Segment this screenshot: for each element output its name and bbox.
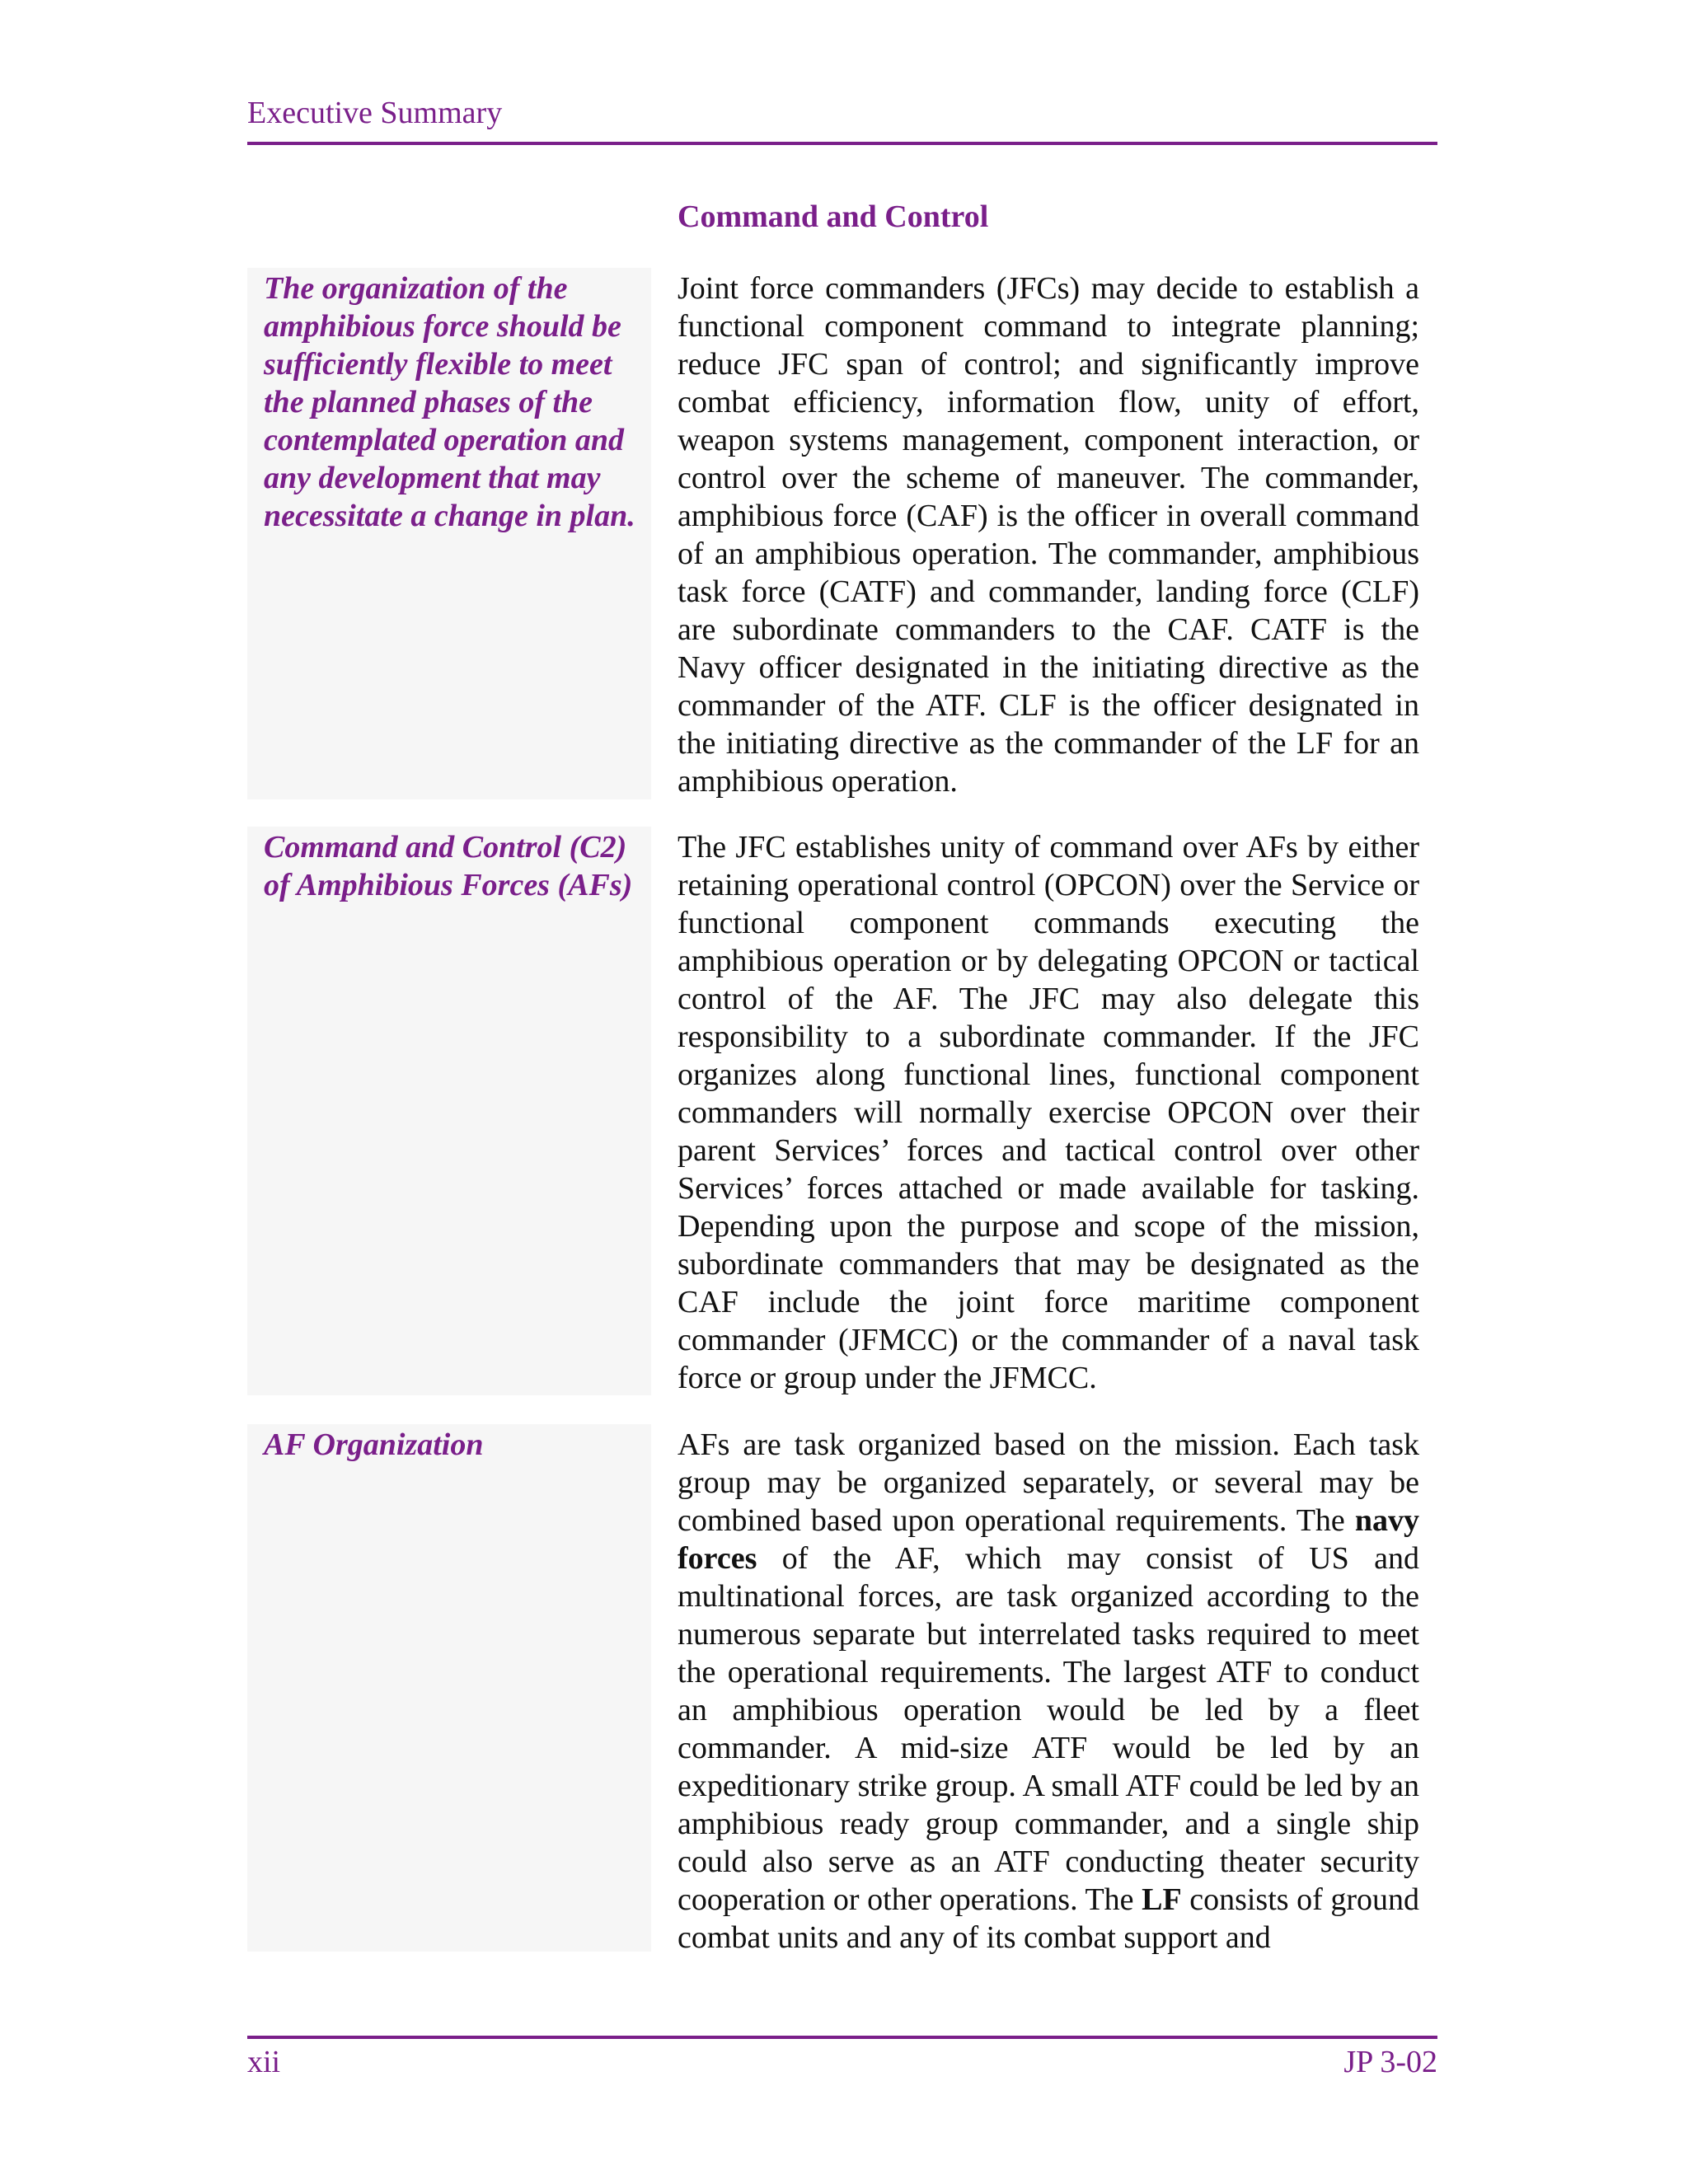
body-paragraph: The JFC establishes unity of command over AFs by either retaining operational control (OPCON) over the Service or functional component commands executing the amphibious operation or by delegating OPCON or tactical control of the AF. The JFC may also delegate this responsibility to a subordinate commander. If the JFC organizes along functional lines, functional component commanders will normally exercise OPCON over their parent Services’ forces and tactical control over other Services’ forces attached or made available for tasking. Depending upon the purpose and scope of the mission, subordinate commanders that may be designated as the CAF include the joint force maritime component commander (JFMCC) or the commander of a naval task force or group under the JFMCC. (678, 830, 1419, 1395)
body-paragraph (678, 1426, 1419, 1957)
body-bold-term: navy forces (678, 1503, 1419, 1576)
body-text-run: of the AF, which may consist of US and multinational forces, are task organized according to the numerous separate but interrelated tasks required to meet the operational requirements. The largest ATF to conduct an amphibious operation would be led by a fleet commander. A mid-size ATF would be led by an expeditionary strike group. A small ATF could be led by an amphibious ready group commander, and a single ship could also serve as an ATF conducting theater security cooperation or other operations. The (678, 1541, 1419, 1917)
header-title: Executive Summary (247, 96, 503, 130)
content-row-c2 (247, 827, 1437, 1395)
header-rule (247, 142, 1437, 145)
sidebar-note: AF Organization (264, 1427, 484, 1462)
sidebar-cell (247, 1424, 651, 1952)
body-text-run: consists of ground combat units and any of its combat support and (678, 1882, 1419, 1955)
content-row-af-organization (247, 1424, 1437, 1955)
footer-rule (247, 2036, 1437, 2039)
sidebar-cell (247, 827, 651, 1395)
content-row-organization (247, 268, 1437, 799)
sidebar-cell (247, 268, 651, 799)
page-number: xii (247, 2045, 281, 2079)
body-bold-term: LF (1142, 1882, 1182, 1917)
sidebar-note: The organization of the amphibious force should be sufficiently flexible to meet the planned phases of the contemplated operation and any development that may necessitate a change in plan. (264, 271, 635, 533)
body-paragraph: Joint force commanders (JFCs) may decide to establish a functional component command to integrate planning; reduce JFC span of control; and significantly improve combat efficiency, information flow, unity of effort, weapon systems management, component interaction, or control over the scheme of maneuver. The commander, amphibious force (CAF) is the officer in overall command of an amphibious operation. The commander, amphibious task force (CATF) and commander, landing force (CLF) are subordinate commanders to the CAF. CATF is the Navy officer designated in the initiating directive as the commander of the ATF. CLF is the officer designated in the initiating directive as the commander of the LF for an amphibious operation. (678, 271, 1419, 799)
section-heading: Command and Control (678, 199, 989, 234)
body-text-run: AFs are task organized based on the mission. Each task group may be organized separately, or several may be combined based upon operational requirements. The (678, 1427, 1419, 1538)
sidebar-note: Command and Control (C2) of Amphibious Forces (AFs) (264, 830, 633, 902)
publication-number: JP 3-02 (1343, 2045, 1437, 2079)
